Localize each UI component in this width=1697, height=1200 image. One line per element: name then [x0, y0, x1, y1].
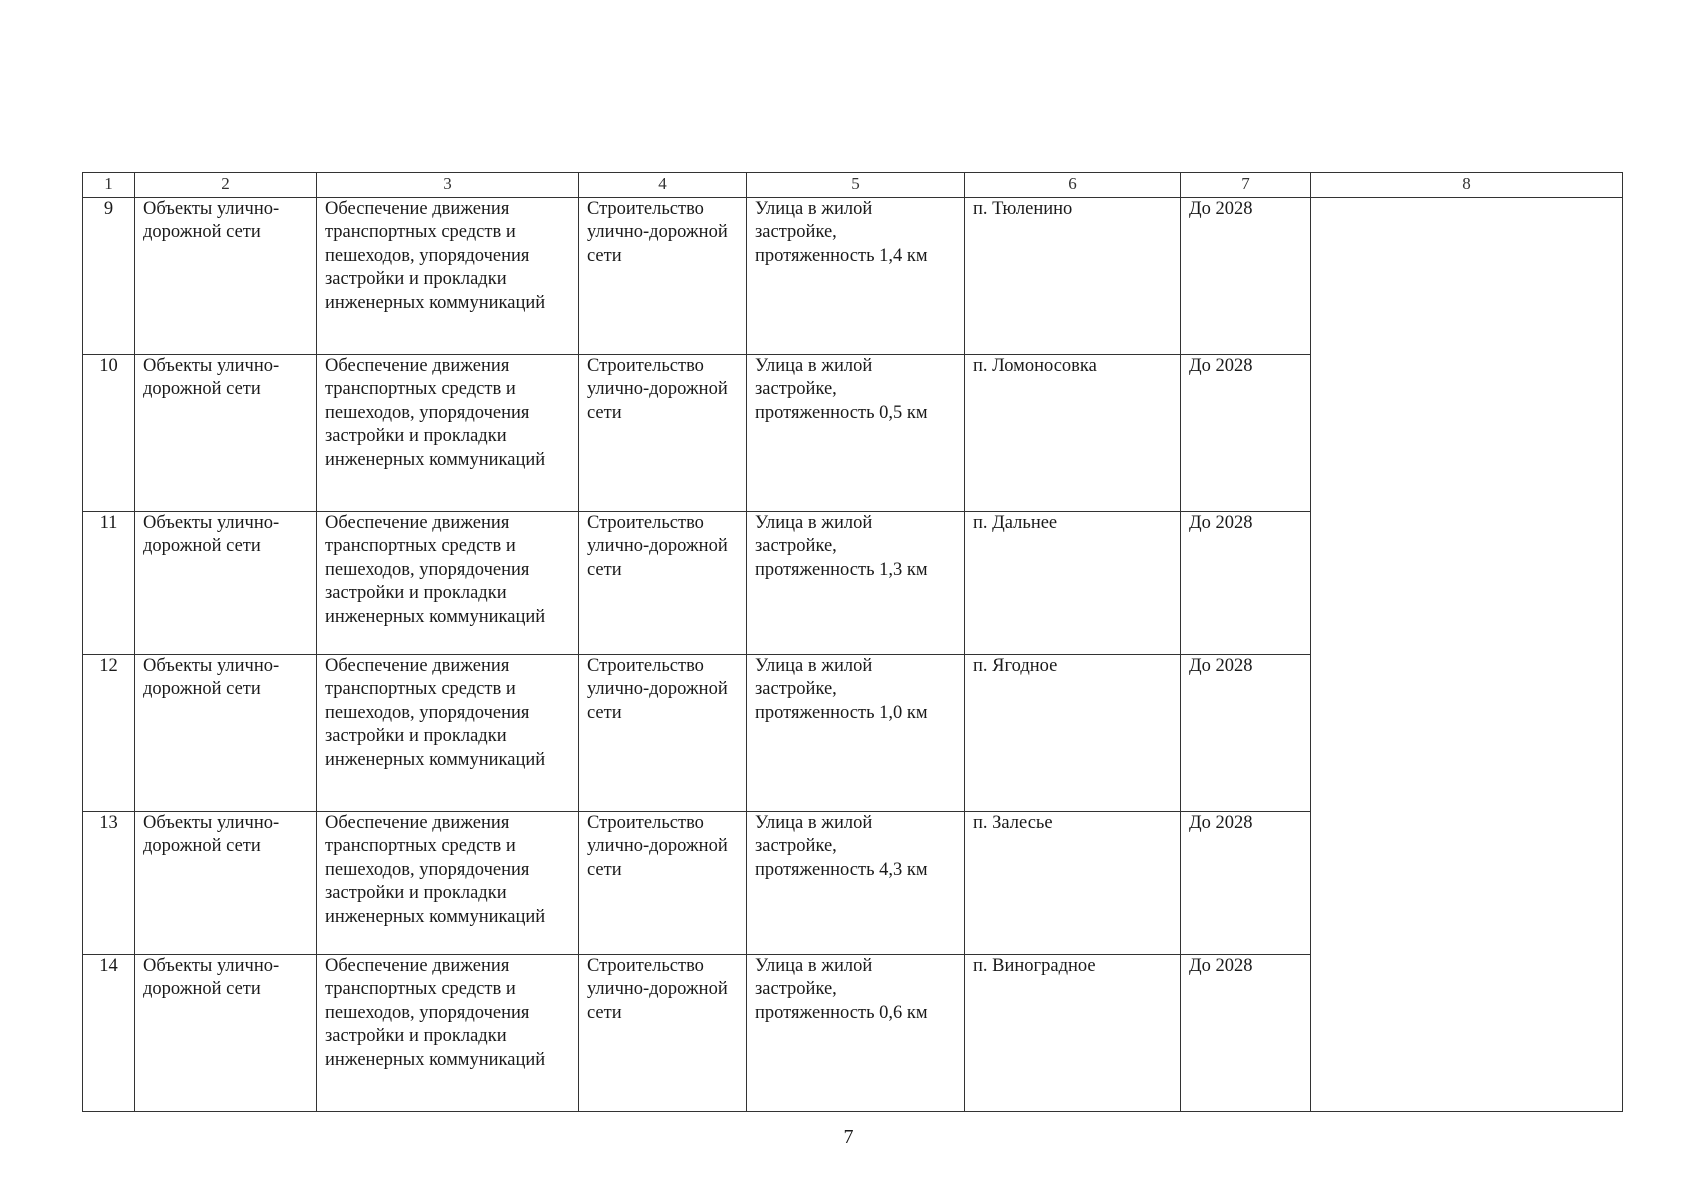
purpose-cell: Обеспечение движения транспортных средств и пешеходов, упорядочения застройки и прокладки инженерных коммуникаций [317, 198, 579, 355]
action-cell: Строительство улично-дорожной сети [579, 812, 747, 955]
purpose-cell: Обеспечение движения транспортных средств и пешеходов, упорядочения застройки и прокладки инженерных коммуникаций [317, 812, 579, 955]
row-number: 9 [83, 198, 135, 355]
location-cell: п. Залесье [965, 812, 1181, 955]
object-cell: Объекты улично-дорожной сети [135, 512, 317, 655]
page-number: 7 [843, 1126, 854, 1148]
header-col-6: 6 [965, 173, 1181, 198]
location-cell: п. Виноградное [965, 955, 1181, 1112]
column-8-empty-cell [1311, 198, 1623, 1112]
object-cell: Объекты улично-дорожной сети [135, 655, 317, 812]
header-col-8: 8 [1311, 173, 1623, 198]
location-cell: п. Ягодное [965, 655, 1181, 812]
description-cell: Улица в жилой застройке, протяженность 0,6 км [747, 955, 965, 1112]
location-cell: п. Дальнее [965, 512, 1181, 655]
deadline-cell: До 2028 [1181, 355, 1311, 512]
header-col-3: 3 [317, 173, 579, 198]
row-number: 12 [83, 655, 135, 812]
header-col-7: 7 [1181, 173, 1311, 198]
table-header-row [83, 173, 1623, 198]
action-cell: Строительство улично-дорожной сети [579, 955, 747, 1112]
location-cell: п. Тюленино [965, 198, 1181, 355]
table-row [83, 198, 1623, 355]
action-cell: Строительство улично-дорожной сети [579, 198, 747, 355]
object-cell: Объекты улично-дорожной сети [135, 955, 317, 1112]
action-cell: Строительство улично-дорожной сети [579, 655, 747, 812]
description-cell: Улица в жилой застройке, протяженность 0,5 км [747, 355, 965, 512]
location-cell: п. Ломоносовка [965, 355, 1181, 512]
object-cell: Объекты улично-дорожной сети [135, 812, 317, 955]
deadline-cell: До 2028 [1181, 655, 1311, 812]
row-number: 11 [83, 512, 135, 655]
description-cell: Улица в жилой застройке, протяженность 1,4 км [747, 198, 965, 355]
object-cell: Объекты улично-дорожной сети [135, 198, 317, 355]
header-col-1: 1 [83, 173, 135, 198]
row-number: 10 [83, 355, 135, 512]
description-cell: Улица в жилой застройке, протяженность 1,3 км [747, 512, 965, 655]
object-cell: Объекты улично-дорожной сети [135, 355, 317, 512]
header-col-2: 2 [135, 173, 317, 198]
purpose-cell: Обеспечение движения транспортных средств и пешеходов, упорядочения застройки и прокладки инженерных коммуникаций [317, 655, 579, 812]
description-cell: Улица в жилой застройке, протяженность 1,0 км [747, 655, 965, 812]
row-number: 14 [83, 955, 135, 1112]
purpose-cell: Обеспечение движения транспортных средств и пешеходов, упорядочения застройки и прокладки инженерных коммуникаций [317, 355, 579, 512]
action-cell: Строительство улично-дорожной сети [579, 355, 747, 512]
objects-table [82, 172, 1623, 1112]
description-cell: Улица в жилой застройке, протяженность 4,3 км [747, 812, 965, 955]
header-col-5: 5 [747, 173, 965, 198]
row-number: 13 [83, 812, 135, 955]
deadline-cell: До 2028 [1181, 512, 1311, 655]
deadline-cell: До 2028 [1181, 198, 1311, 355]
deadline-cell: До 2028 [1181, 955, 1311, 1112]
deadline-cell: До 2028 [1181, 812, 1311, 955]
purpose-cell: Обеспечение движения транспортных средств и пешеходов, упорядочения застройки и прокладки инженерных коммуникаций [317, 955, 579, 1112]
purpose-cell: Обеспечение движения транспортных средств и пешеходов, упорядочения застройки и прокладки инженерных коммуникаций [317, 512, 579, 655]
action-cell: Строительство улично-дорожной сети [579, 512, 747, 655]
header-col-4: 4 [579, 173, 747, 198]
